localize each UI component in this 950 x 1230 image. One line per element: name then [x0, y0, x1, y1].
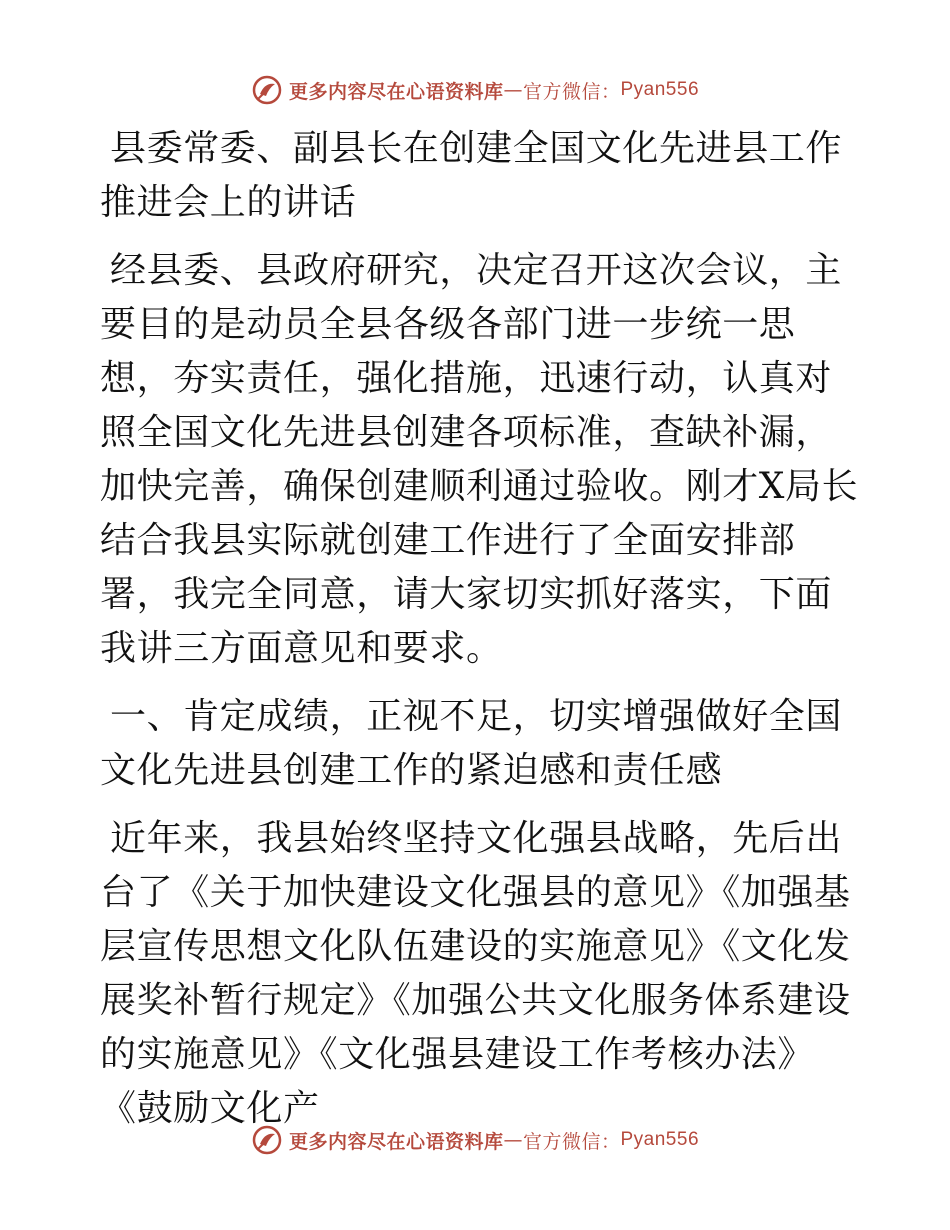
banner-dash: —: [503, 79, 523, 101]
paragraph-recent-years: 近年来，我县始终坚持文化强县战略，先后出台了《关于加快建设文化强县的意见》《加强基层宣传思想文化队伍建设的实施意见》《文化发展奖补暂行规定》《加强公共文化服务体系建设的实施意见》《文化强县建设工作考核办法》《鼓励文化产: [100, 818, 851, 1129]
footer-watermark-banner: [0, 1120, 950, 1160]
banner-main-text: 更多内容尽在心语资料库: [288, 80, 504, 103]
section-heading-one: 一、肯定成绩，正视不足，切实增强做好全国文化先进县创建工作的紧迫感和责任感: [100, 696, 843, 791]
banner-dash: —: [503, 1129, 523, 1151]
banner-wechat-id: Pyan556: [620, 1129, 700, 1150]
banner-official-label: 官方微信：: [522, 1130, 621, 1153]
document-title: 县委常委、副县长在创建全国文化先进县工作推进会上的讲话: [100, 128, 843, 223]
header-watermark-banner: [0, 70, 950, 110]
document-body: [100, 122, 860, 1150]
paragraph-intro: 经县委、县政府研究，决定召开这次会议，主要目的是动员全县各级各部门进一步统一思想，夯实责任，强化措施，迅速行动，认真对照全国文化先进县创建各项标准，查缺补漏，加快完善，确保创建顺利通过验收。刚才X局长结合我县实际就创建工作进行了全面安排部署，我完全同意，请大家切实抓好落实，下面我讲三方面意见和要求。: [100, 250, 859, 669]
banner-wechat-id: Pyan556: [620, 79, 700, 100]
banner-official-label: 官方微信：: [522, 80, 621, 103]
banner-main-text: 更多内容尽在心语资料库: [288, 1130, 504, 1153]
brand-logo-icon: [251, 74, 283, 106]
brand-logo-icon: [251, 1124, 283, 1156]
